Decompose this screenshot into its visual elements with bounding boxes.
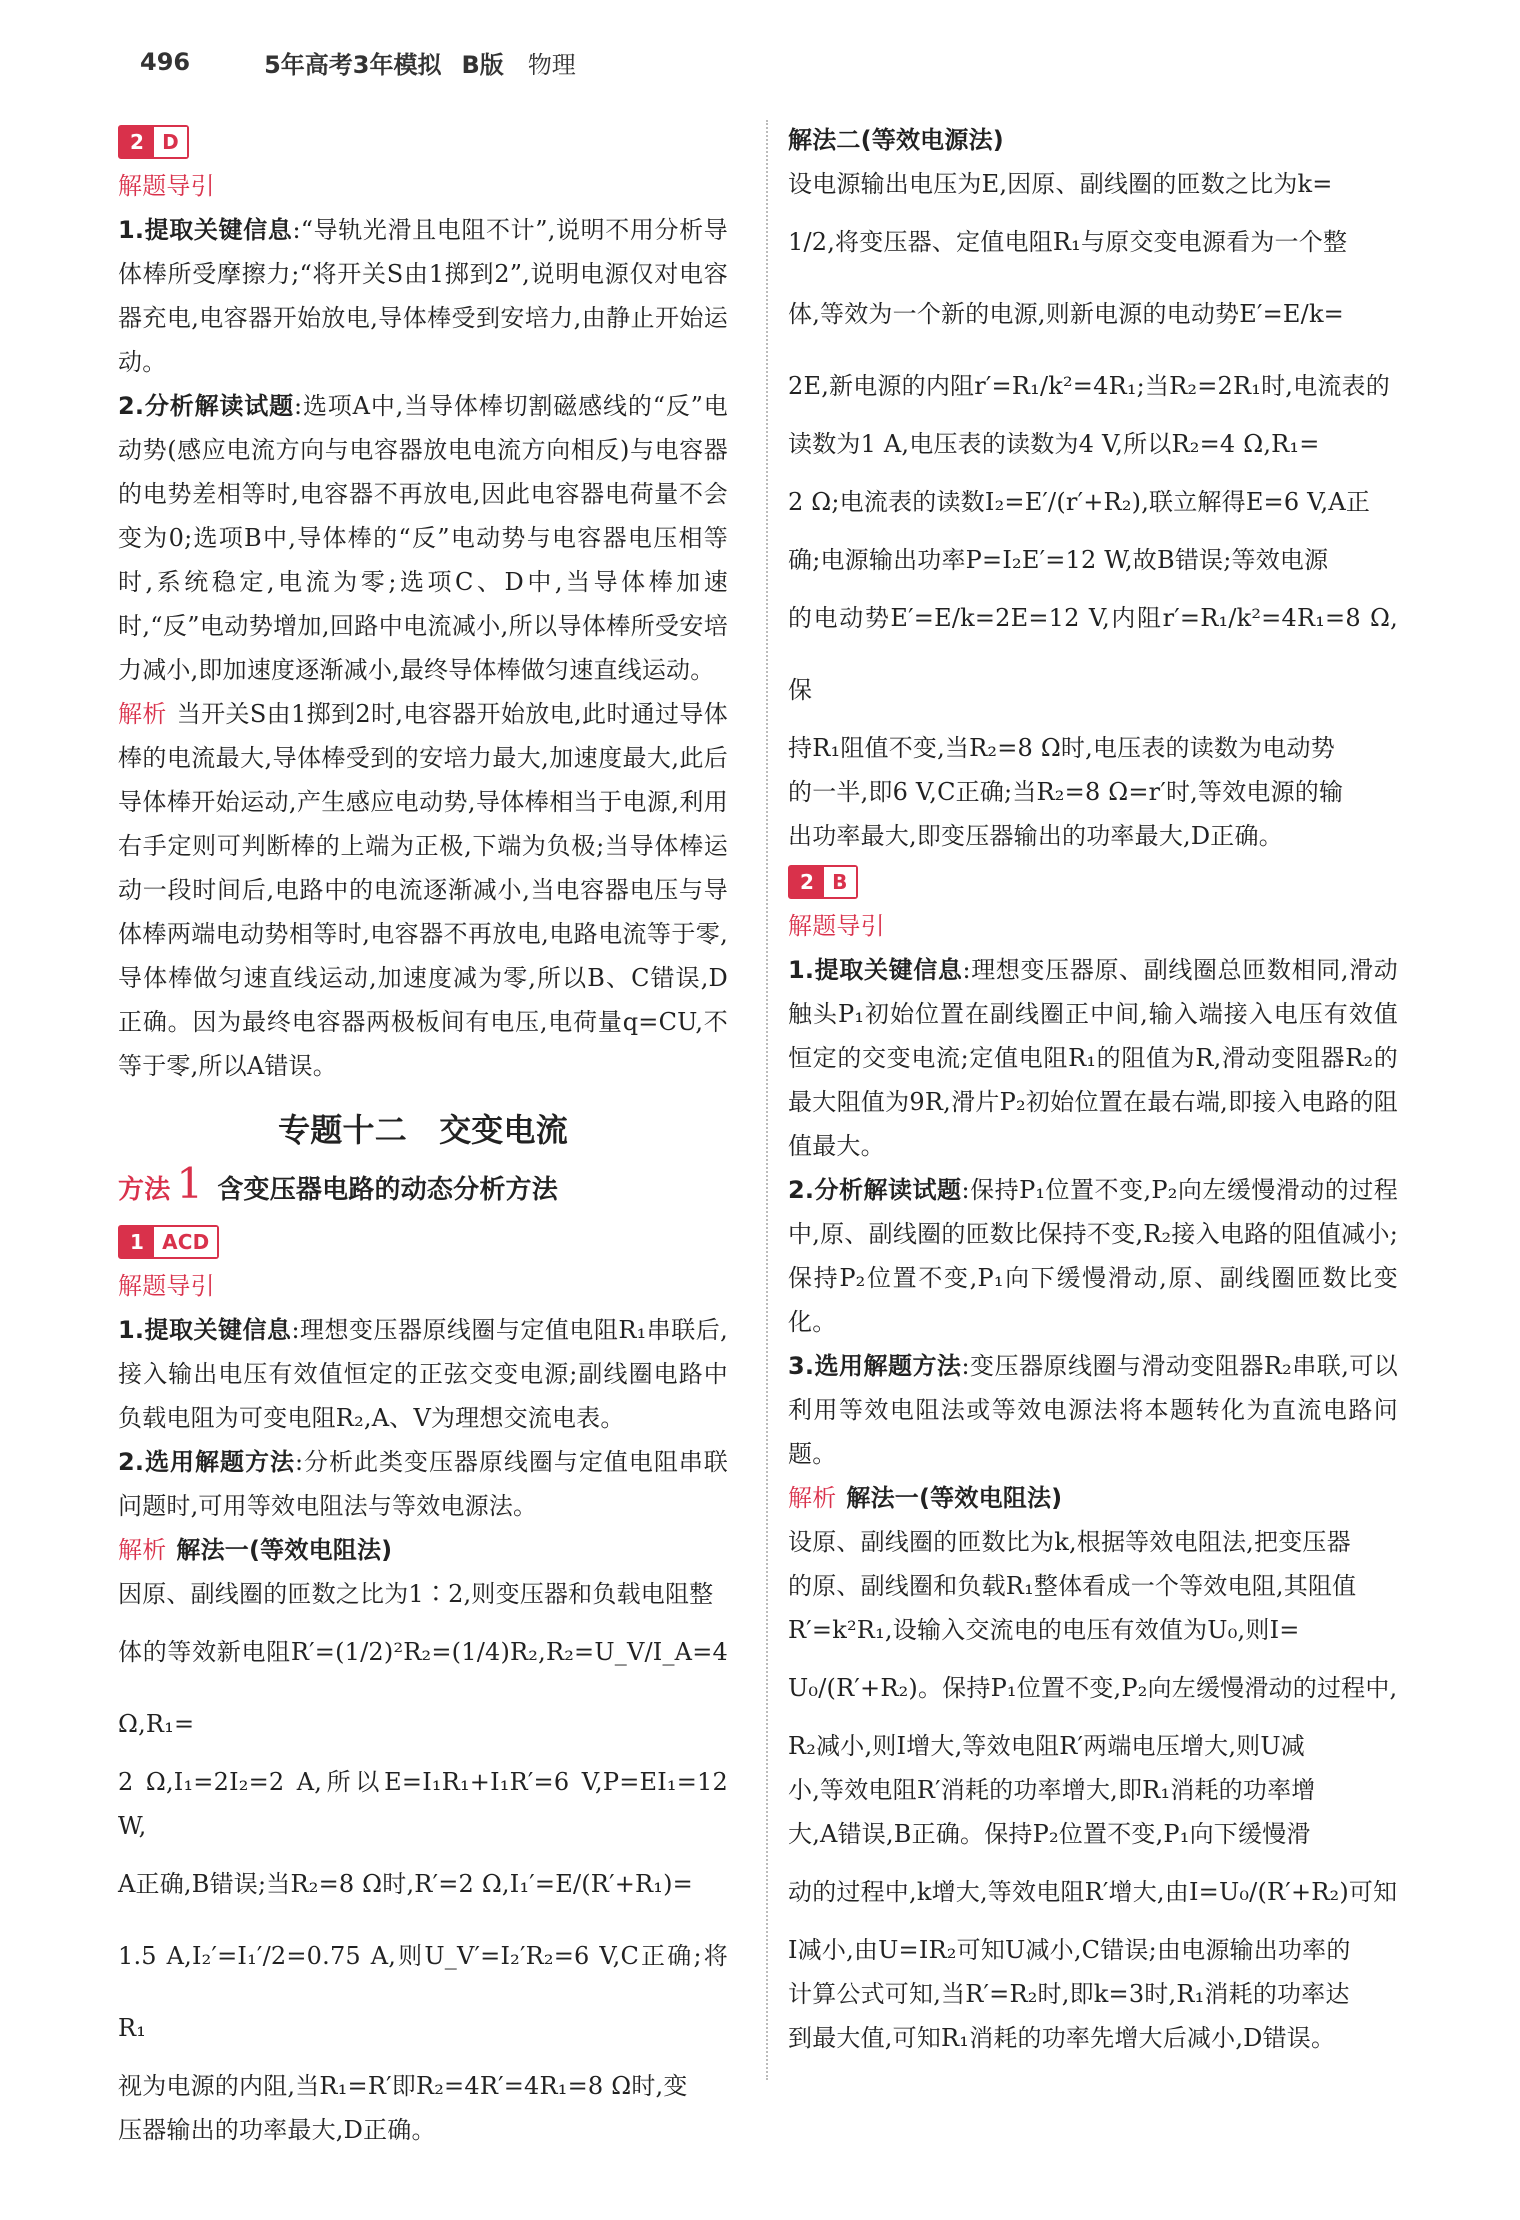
solution-heading [788,1476,1398,1520]
solution-line: R′=k²R₁,设输入交流电的电压有效值为U₀,则I= [788,1616,1300,1644]
answer-badge [118,1225,219,1259]
solution-line: 读数为1 A,电压表的读数为4 V,所以R₂=4 Ω,R₁= [788,430,1320,458]
solution-line: 动的过程中,k增大,等效电阻R′增大,由I=U₀/(R′+R₂)可知 [788,1878,1398,1906]
solution-line: 的电动势E′=E/k=2E=12 V,内阻r′=R₁/k²=4R₁=8 Ω,保 [788,604,1398,704]
topic-title: 专题十二 交变电流 [278,1111,568,1149]
solution-line: 视为电源的内阻,当R₁=R′即R₂=4R′=4R₁=8 Ω时,变 [118,2072,688,2100]
edition-label: B版 [461,50,504,79]
step-text: :理想变压器原、副线圈总匝数相同,滑动触头P₁初始位置在副线圈正中间,输入端接入电压有效值恒定的交变电流;定值电阻R₁的阻值为R,滑动变阻器R₂的最大阻值为9R,滑片P₂初始位置在最右端,即接入电路的阻值最大。 [788,956,1398,1160]
solution-line: 出功率最大,即变压器输出的功率最大,D正确。 [788,822,1283,850]
solution-line: 2 Ω;电流表的读数I₂=E′/(r′+R₂),联立解得E=6 V,A正 [788,488,1371,516]
answer-letters: ACD [154,1227,217,1257]
step-text: :分析此类变压器原线圈与定值电阻串联问题时,可用等效电阻法与等效电源法。 [118,1448,729,1520]
step-label: 1.提取关键信息 [788,956,963,984]
method-heading [118,1159,728,1218]
page-header [140,40,576,84]
analysis-paragraph [118,692,728,1088]
solution-line: 持R₁阻值不变,当R₂=8 Ω时,电压表的读数为电动势 [788,734,1335,762]
step-label: 1.提取关键信息 [118,1316,292,1344]
column-divider [766,120,768,2080]
step-label: 2.分析解读试题 [788,1176,962,1204]
step-label: 2.选用解题方法 [118,1448,295,1476]
solution-line: A正确,B错误;当R₂=8 Ω时,R′=2 Ω,I₁′=E/(R′+R₁)= [118,1870,693,1898]
step-label: 1.提取关键信息 [118,216,293,244]
step-label: 3.选用解题方法 [788,1352,962,1380]
answer-badge [788,865,858,899]
left-column [118,118,728,2152]
analysis-label: 解析 [118,1536,167,1564]
step-text: :变压器原线圈与滑动变阻器R₂串联,可以利用等效电阻法或等效电源法将本题转化为直流电路问题。 [788,1352,1399,1468]
guide-heading: 解题导引 [118,172,215,200]
solution-line: 确;电源输出功率P=I₂E′=12 W,故B错误;等效电源 [788,546,1329,574]
guide-heading: 解题导引 [788,912,885,940]
solution-line: R₂减小,则I增大,等效电阻R′两端电压增大,则U减 [788,1732,1306,1760]
step-text: :“导轨光滑且电阻不计”,说明不用分析导体棒所受摩擦力;“将开关S由1掷到2”,说明电源仅对电容器充电,电容器开始放电,导体棒受到安培力,由静止开始运动。 [118,216,728,376]
solution-line: 1.5 A,I₂′=I₁′/2=0.75 A,则U_V′=I₂′R₂=6 V,C正确;将R₁ [118,1942,728,2042]
solution-line: 体,等效为一个新的电源,则新电源的电动势E′=E/k= [788,300,1344,328]
solution-title: 解法二(等效电源法) [788,126,1004,154]
step-label: 2.分析解读试题 [118,392,294,420]
question-number: 2 [790,867,824,897]
step-text: :理想变压器原线圈与定值电阻R₁串联后,接入输出电压有效值恒定的正弦交变电源;副线圈电路中负载电阻为可变电阻R₂,A、V为理想交流电表。 [118,1316,729,1432]
solution-line: U₀/(R′+R₂)。保持P₁位置不变,P₂向左缓慢滑动的过程中, [788,1674,1398,1702]
analysis-text: 当开关S由1掷到2时,电容器开始放电,此时通过导体棒的电流最大,导体棒受到的安培力最大,加速度最大,此后导体棒开始运动,产生感应电动势,导体棒相当于电源,利用右手定则可判断棒的上端为正极,下端为负极;当导体棒运动一段时间后,电路中的电流逐渐减小,当电容器电压与导体棒两端电动势相等时,电容器不再放电,电路电流等于零,导体棒做匀速直线运动,加速度减为零,所以B、C错误,D正确。因为最终电容器两极板间有电压,电荷量q=CU,不等于零,所以A错误。 [118,700,728,1080]
solution-line: 的一半,即6 V,C正确;当R₂=8 Ω=r′时,等效电源的输 [788,778,1344,806]
question-number: 2 [120,127,154,157]
guide-paragraph [118,1440,728,1528]
step-text: :保持P₁位置不变,P₂向左缓慢滑动的过程中,原、副线圈的匝数比保持不变,R₂接入电路的阻值减小;保持P₂位置不变,P₁向下缓慢滑动,原、副线圈匝数比变化。 [788,1176,1398,1336]
method-number: 1 [176,1159,204,1208]
solution-line: 压器输出的功率最大,D正确。 [118,2116,436,2144]
solution-line: 1/2,将变压器、定值电阻R₁与原交变电源看为一个整 [788,228,1348,256]
solution-title: 解法一(等效电阻法) [176,1536,393,1564]
subject-label: 物理 [527,50,576,79]
solution-line: 到最大值,可知R₁消耗的功率先增大后减小,D错误。 [788,2024,1336,2052]
guide-heading: 解题导引 [118,1272,215,1300]
guide-paragraph [118,1308,728,1440]
analysis-label: 解析 [118,700,167,728]
analysis-label: 解析 [788,1484,837,1512]
guide-paragraph [788,948,1398,1168]
question-number: 1 [120,1227,154,1257]
right-column [788,118,1398,2060]
guide-paragraph [118,208,728,384]
solution-heading [118,1528,728,1572]
page-number: 496 [140,48,191,76]
book-title: 5年高考3年模拟 [264,50,442,79]
solution-line: 小,等效电阻R′消耗的功率增大,即R₁消耗的功率增 [788,1776,1316,1804]
solution-line: 2E,新电源的内阻r′=R₁/k²=4R₁;当R₂=2R₁时,电流表的 [788,372,1390,400]
method-label: 方法 [118,1175,171,1205]
guide-paragraph [118,384,728,692]
solution-line: 体的等效新电阻R′=(1/2)²R₂=(1/4)R₂,R₂=U_V/I_A=4 Ω,R₁= [118,1638,728,1738]
solution-line: 设原、副线圈的匝数比为k,根据等效电阻法,把变压器 [788,1528,1351,1556]
solution-line: 大,A错误,B正确。保持P₂位置不变,P₁向下缓慢滑 [788,1820,1311,1848]
answer-letters: D [154,127,187,157]
guide-paragraph [788,1344,1398,1476]
answer-badge [118,125,189,159]
solution-line: 2 Ω,I₁=2I₂=2 A,所以E=I₁R₁+I₁R′=6 V,P=EI₁=12 W, [118,1768,728,1840]
solution-line: I减小,由U=IR₂可知U减小,C错误;由电源输出功率的 [788,1936,1351,1964]
solution-line: 计算公式可知,当R′=R₂时,即k=3时,R₁消耗的功率达 [788,1980,1350,2008]
solution-line: 的原、副线圈和负载R₁整体看成一个等效电阻,其阻值 [788,1572,1357,1600]
method-title: 含变压器电路的动态分析方法 [217,1175,558,1205]
solution-line: 设电源输出电压为E,因原、副线圈的匝数之比为k= [788,170,1333,198]
guide-paragraph [788,1168,1398,1344]
answer-letters: B [824,867,855,897]
solution-line: 因原、副线圈的匝数之比为1∶2,则变压器和负载电阻整 [118,1580,714,1608]
step-text: :选项A中,当导体棒切割磁感线的“反”电动势(感应电流方向与电容器放电电流方向相反)与电容器的电势差相等时,电容器不再放电,因此电容器电荷量不会变为0;选项B中,导体棒的“反”电动势与电容器电压相等时,系统稳定,电流为零;选项C、D中,当导体棒加速时,“反”电动势增加,回路中电流减小,所以导体棒所受安培力减小,即加速度逐渐减小,最终导体棒做匀速直线运动。 [118,392,728,684]
solution-title: 解法一(等效电阻法) [846,1484,1063,1512]
